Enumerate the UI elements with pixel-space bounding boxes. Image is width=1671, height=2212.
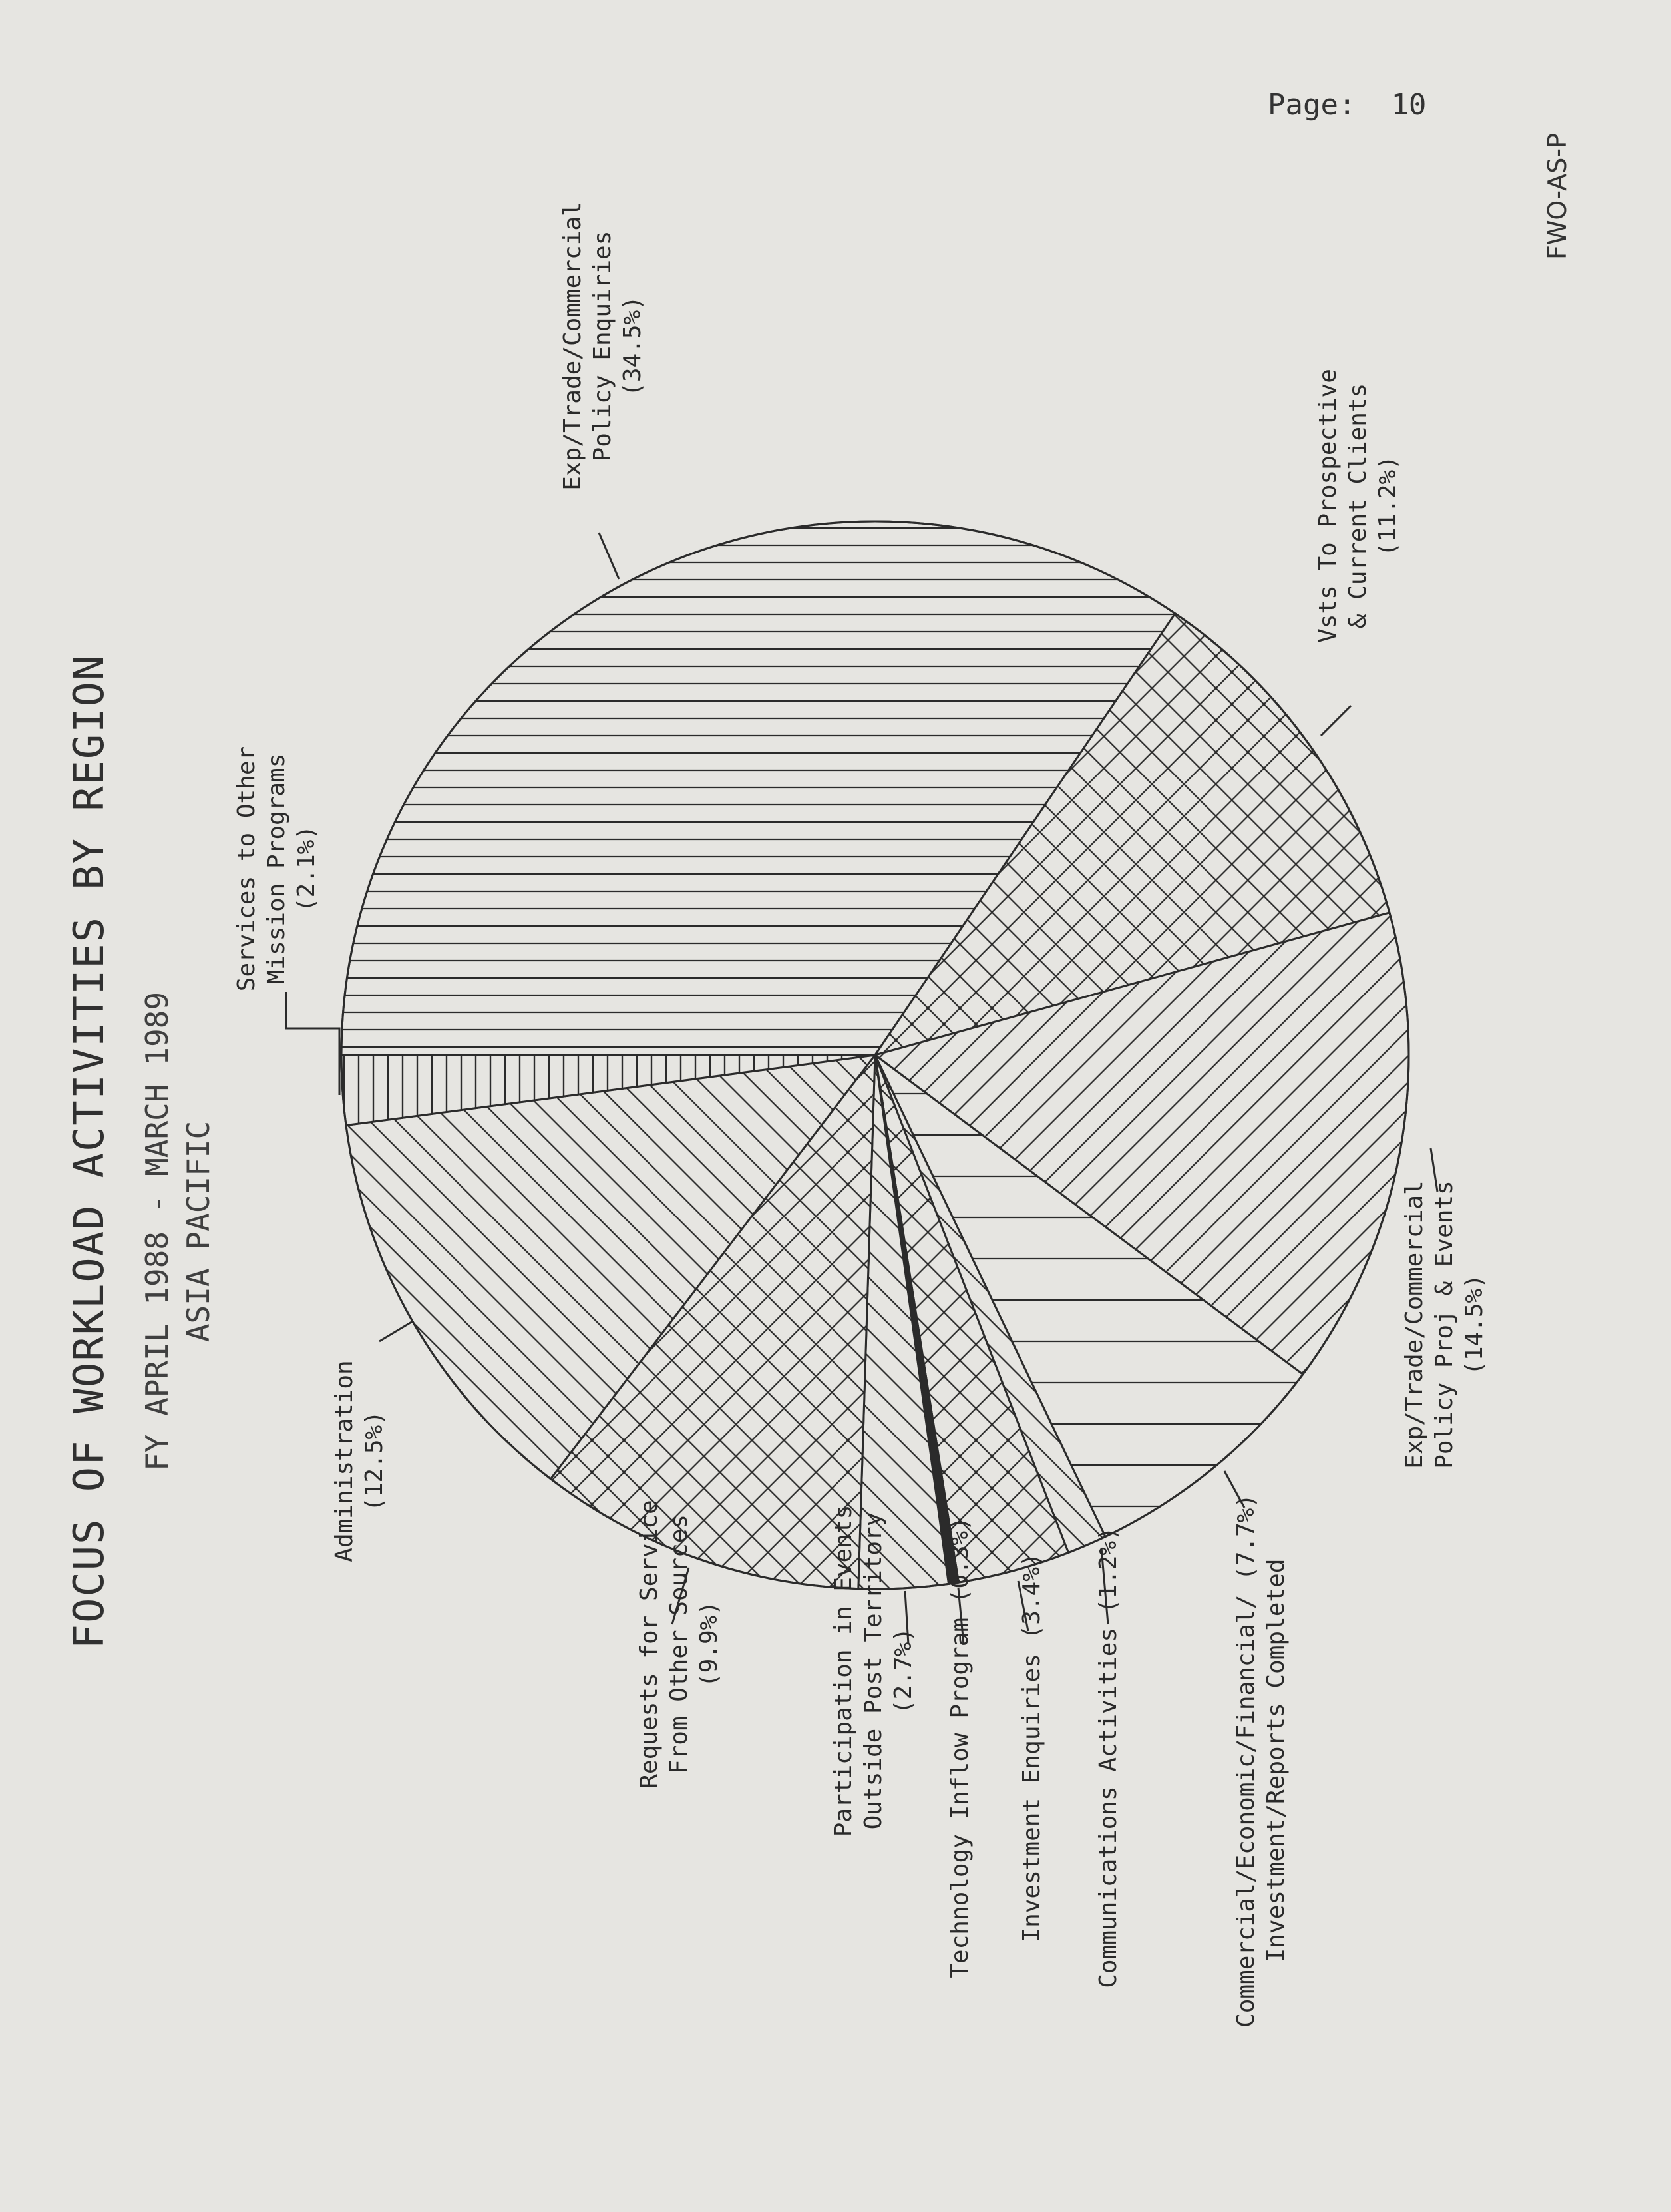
slice-label-line: Outside Post Territory xyxy=(859,1512,887,1830)
page-number xyxy=(1268,88,1426,122)
slice-label-line: Technology Inflow Program (0.3%) xyxy=(946,1516,974,1978)
slice-label-line: (12.5%) xyxy=(361,1411,388,1512)
chart-region: ASIA PACIFIC xyxy=(180,1120,216,1343)
slice-label xyxy=(1093,1458,1123,2057)
chart-subtitle: FY APRIL 1988 - MARCH 1989 xyxy=(139,991,175,1472)
slice-label-line: Policy Enquiries xyxy=(588,230,616,462)
slice-label xyxy=(1399,1025,1489,1624)
slice-label-line: Exp/Trade/Commercial xyxy=(558,202,586,491)
slice-label xyxy=(634,1345,724,1944)
slice-label xyxy=(829,1371,918,1970)
slice-label-line: (34.5%) xyxy=(618,296,646,397)
slice-label-line: Vsts To Prospective xyxy=(1314,369,1342,643)
slice-label-line: Policy Proj & Events xyxy=(1430,1180,1458,1469)
slice-label-line: Participation in Events xyxy=(829,1504,857,1837)
slice-label-line: Exp/Trade/Commercial xyxy=(1400,1180,1428,1469)
slice-label xyxy=(1231,1461,1291,2060)
slice-label-line: & Current Clients xyxy=(1344,383,1372,629)
slice-label-line: From Other Sources xyxy=(665,1514,693,1775)
slice-label-line: Requests for Service xyxy=(635,1500,663,1789)
slice-label-line: Investment Enquiries (3.4%) xyxy=(1018,1552,1045,1942)
slice-label xyxy=(1017,1448,1047,2047)
slice-label-line: Administration xyxy=(331,1360,358,1562)
slice-label-line: Services to Other xyxy=(232,746,260,992)
slice-label-line: Communications Activities (1.2%) xyxy=(1094,1526,1122,1988)
slice-label xyxy=(329,1162,389,1761)
page-number-value: 10 xyxy=(1391,88,1427,122)
slice-label xyxy=(945,1448,975,2047)
document-code: FWO-AS-P xyxy=(1543,132,1572,260)
slice-label-line: (9.9%) xyxy=(695,1600,723,1688)
slice-label-line: (2.1%) xyxy=(292,825,320,913)
slice-label-line: Mission Programs xyxy=(262,753,290,985)
slice-label-line: Commercial/Economic/Financial/ (7.7%) xyxy=(1232,1494,1260,2028)
slice-label-line: Investment/Reports Completed xyxy=(1262,1558,1290,1963)
slice-label-line: (2.7%) xyxy=(889,1627,917,1715)
chart-title: FOCUS OF WORKLOAD ACTIVITIES BY REGION xyxy=(65,654,113,1650)
slice-label xyxy=(1313,206,1403,805)
slice-label xyxy=(232,569,321,1168)
slice-label xyxy=(558,47,648,646)
slice-label-line: (11.2%) xyxy=(1374,455,1401,556)
page-label: Page: xyxy=(1268,88,1356,122)
slice-label-line: (14.5%) xyxy=(1460,1274,1488,1375)
